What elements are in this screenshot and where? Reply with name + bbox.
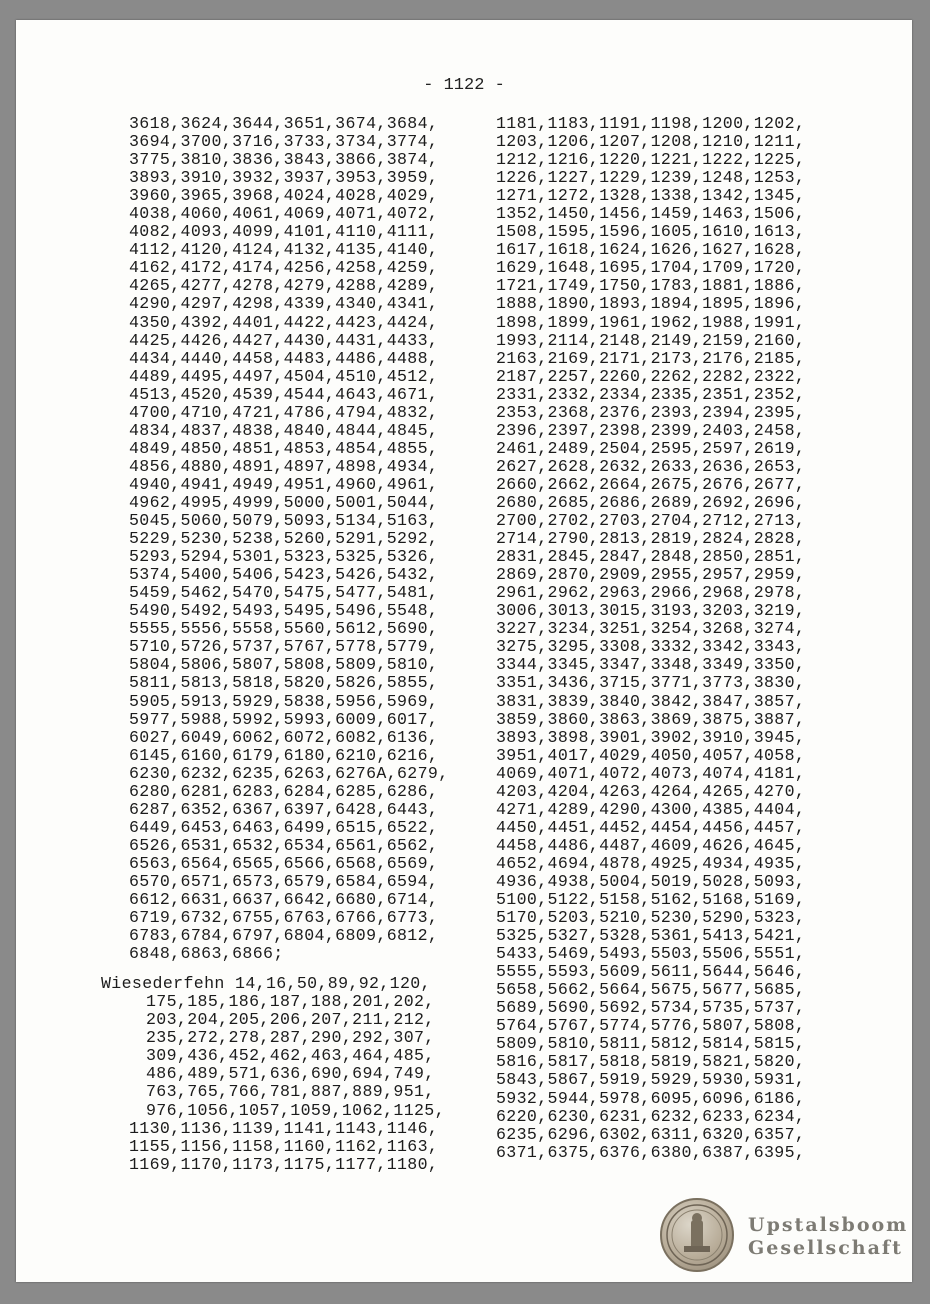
number-line: 6371,6375,6376,6380,6387,6395, bbox=[496, 1142, 806, 1162]
number-line: 6280,6281,6283,6284,6285,6286, bbox=[129, 781, 439, 801]
number-line: 5843,5867,5919,5929,5930,5931, bbox=[496, 1070, 806, 1090]
number-line: 4038,4060,4061,4069,4071,4072, bbox=[129, 204, 439, 224]
number-line: 4203,4204,4263,4264,4265,4270, bbox=[496, 781, 806, 801]
number-line: 6783,6784,6797,6804,6809,6812, bbox=[129, 926, 439, 946]
number-line: 5811,5813,5818,5820,5826,5855, bbox=[129, 673, 439, 693]
number-line: 1993,2114,2148,2149,2159,2160, bbox=[496, 330, 806, 350]
logo-line-1: Upstalsboom bbox=[748, 1214, 909, 1236]
number-line: 203,204,205,206,207,211,212, bbox=[146, 1010, 435, 1030]
number-line: 1169,1170,1173,1175,1177,1180, bbox=[129, 1154, 439, 1174]
number-line: 1352,1450,1456,1459,1463,1506, bbox=[496, 204, 806, 224]
number-line: 3227,3234,3251,3254,3268,3274, bbox=[496, 619, 806, 639]
number-line: 2331,2332,2334,2335,2351,2352, bbox=[496, 384, 806, 404]
logo-text bbox=[748, 1214, 908, 1260]
number-line: 1888,1890,1893,1894,1895,1896, bbox=[496, 294, 806, 314]
number-line: 3775,3810,3836,3843,3866,3874, bbox=[129, 150, 439, 170]
number-line: 6220,6230,6231,6232,6233,6234, bbox=[496, 1106, 806, 1126]
number-line: 3951,4017,4029,4050,4057,4058, bbox=[496, 745, 806, 765]
number-line: 1203,1206,1207,1208,1210,1211, bbox=[496, 132, 806, 152]
number-line: 5977,5988,5992,5993,6009,6017, bbox=[129, 709, 439, 729]
place-name: Wiesederfehn bbox=[101, 974, 225, 994]
number-line: 5710,5726,5737,5767,5778,5779, bbox=[129, 637, 439, 657]
number-line: 309,436,452,462,463,464,485, bbox=[146, 1046, 435, 1066]
number-line: 2961,2962,2963,2966,2968,2978, bbox=[496, 583, 806, 603]
number-line: 5905,5913,5929,5838,5956,5969, bbox=[129, 691, 439, 711]
number-line: 3344,3345,3347,3348,3349,3350, bbox=[496, 655, 806, 675]
number-line: 5293,5294,5301,5323,5325,5326, bbox=[129, 547, 439, 567]
number-line: 3859,3860,3863,3869,3875,3887, bbox=[496, 709, 806, 729]
number-line: 3694,3700,3716,3733,3734,3774, bbox=[129, 132, 439, 152]
number-line: 5764,5767,5774,5776,5807,5808, bbox=[496, 1016, 806, 1036]
number-line: 5658,5662,5664,5675,5677,5685, bbox=[496, 980, 806, 1000]
number-line: 1629,1648,1695,1704,1709,1720, bbox=[496, 258, 806, 278]
number-line: 5689,5690,5692,5734,5735,5737, bbox=[496, 998, 806, 1018]
page-number: - 1122 - bbox=[423, 76, 505, 95]
number-line: 2700,2702,2703,2704,2712,2713, bbox=[496, 511, 806, 531]
number-line: 4069,4071,4072,4073,4074,4181, bbox=[496, 763, 806, 783]
number-line: 6235,6296,6302,6311,6320,6357, bbox=[496, 1124, 806, 1144]
number-line: 4290,4297,4298,4339,4340,4341, bbox=[129, 294, 439, 314]
number-line: 4350,4392,4401,4422,4423,4424, bbox=[129, 312, 439, 332]
number-line: 3351,3436,3715,3771,3773,3830, bbox=[496, 673, 806, 693]
number-line: 4489,4495,4497,4504,4510,4512, bbox=[129, 366, 439, 386]
number-line: 2680,2685,2686,2689,2692,2696, bbox=[496, 492, 806, 512]
number-line: 175,185,186,187,188,201,202, bbox=[146, 992, 435, 1012]
number-line: 1271,1272,1328,1338,1342,1345, bbox=[496, 186, 806, 206]
number-line: 976,1056,1057,1059,1062,1125, bbox=[146, 1100, 445, 1120]
number-line: 3893,3910,3932,3937,3953,3959, bbox=[129, 168, 439, 188]
number-line: 4265,4277,4278,4279,4288,4289, bbox=[129, 276, 439, 296]
number-line: 6287,6352,6367,6397,6428,6443, bbox=[129, 799, 439, 819]
number-line: 2461,2489,2504,2595,2597,2619, bbox=[496, 438, 806, 458]
number-line: 6145,6160,6179,6180,6210,6216, bbox=[129, 745, 439, 765]
number-line: 4856,4880,4891,4897,4898,4934, bbox=[129, 456, 439, 476]
number-line: 1508,1595,1596,1605,1610,1613, bbox=[496, 222, 806, 242]
number-line: 2714,2790,2813,2819,2824,2828, bbox=[496, 529, 806, 549]
number-line: 2353,2368,2376,2393,2394,2395, bbox=[496, 402, 806, 422]
document-page bbox=[16, 20, 912, 1282]
number-line: 5804,5806,5807,5808,5809,5810, bbox=[129, 655, 439, 675]
place-first-numbers: 14,16,50,89,92,120, bbox=[235, 974, 431, 994]
number-line: 2831,2845,2847,2848,2850,2851, bbox=[496, 547, 806, 567]
number-line: 2187,2257,2260,2262,2282,2322, bbox=[496, 366, 806, 386]
number-line: 4940,4941,4949,4951,4960,4961, bbox=[129, 474, 439, 494]
number-line: 6848,6863,6866; bbox=[129, 944, 284, 964]
number-line: 5100,5122,5158,5162,5168,5169, bbox=[496, 890, 806, 910]
number-line: 1898,1899,1961,1962,1988,1991, bbox=[496, 312, 806, 332]
number-line: 6027,6049,6062,6072,6082,6136, bbox=[129, 727, 439, 747]
number-line: 1212,1216,1220,1221,1222,1225, bbox=[496, 150, 806, 170]
number-line: 5433,5469,5493,5503,5506,5551, bbox=[496, 944, 806, 964]
number-line: 763,765,766,781,887,889,951, bbox=[146, 1082, 435, 1102]
number-line: 6526,6531,6532,6534,6561,6562, bbox=[129, 835, 439, 855]
number-line: 1721,1749,1750,1783,1881,1886, bbox=[496, 276, 806, 296]
number-line: 5555,5556,5558,5560,5612,5690, bbox=[129, 619, 439, 639]
number-line: 1181,1183,1191,1198,1200,1202, bbox=[496, 114, 806, 133]
number-line: 2396,2397,2398,2399,2403,2458, bbox=[496, 420, 806, 440]
number-line: 5809,5810,5811,5812,5814,5815, bbox=[496, 1034, 806, 1054]
number-line: 4162,4172,4174,4256,4258,4259, bbox=[129, 258, 439, 278]
number-line: 4434,4440,4458,4483,4486,4488, bbox=[129, 348, 439, 368]
number-line: 4849,4850,4851,4853,4854,4855, bbox=[129, 438, 439, 458]
number-line: 4112,4120,4124,4132,4135,4140, bbox=[129, 240, 439, 260]
upstalsboom-logo bbox=[660, 1198, 910, 1274]
number-line: 5374,5400,5406,5423,5426,5432, bbox=[129, 565, 439, 585]
number-line: 4936,4938,5004,5019,5028,5093, bbox=[496, 871, 806, 891]
number-line: 5170,5203,5210,5230,5290,5323, bbox=[496, 908, 806, 928]
number-line: 3275,3295,3308,3332,3342,3343, bbox=[496, 637, 806, 657]
number-line: 1130,1136,1139,1141,1143,1146, bbox=[129, 1118, 439, 1138]
number-line: 3006,3013,3015,3193,3203,3219, bbox=[496, 601, 806, 621]
number-line: 235,272,278,287,290,292,307, bbox=[146, 1028, 435, 1048]
number-line: 4834,4837,4838,4840,4844,4845, bbox=[129, 420, 439, 440]
place-entry-header bbox=[101, 974, 449, 994]
number-line: 1155,1156,1158,1160,1162,1163, bbox=[129, 1136, 439, 1156]
number-line: 3831,3839,3840,3842,3847,3857, bbox=[496, 691, 806, 711]
number-line: 5045,5060,5079,5093,5134,5163, bbox=[129, 511, 439, 531]
number-line: 4082,4093,4099,4101,4110,4111, bbox=[129, 222, 439, 242]
number-line: 3960,3965,3968,4024,4028,4029, bbox=[129, 186, 439, 206]
left-column bbox=[101, 114, 449, 1174]
number-line: 486,489,571,636,690,694,749, bbox=[146, 1064, 435, 1084]
place-separator bbox=[225, 974, 235, 993]
number-line: 5229,5230,5238,5260,5291,5292, bbox=[129, 529, 439, 549]
number-line: 5816,5817,5818,5819,5821,5820, bbox=[496, 1052, 806, 1072]
number-line: 4513,4520,4539,4544,4643,4671, bbox=[129, 384, 439, 404]
number-line: 4450,4451,4452,4454,4456,4457, bbox=[496, 817, 806, 837]
number-line: 2627,2628,2632,2633,2636,2653, bbox=[496, 456, 806, 476]
number-line: 5459,5462,5470,5475,5477,5481, bbox=[129, 583, 439, 603]
number-line: 4962,4995,4999,5000,5001,5044, bbox=[129, 492, 439, 512]
number-line: 6719,6732,6755,6763,6766,6773, bbox=[129, 908, 439, 928]
number-line: 6563,6564,6565,6566,6568,6569, bbox=[129, 853, 439, 873]
number-line: 5325,5327,5328,5361,5413,5421, bbox=[496, 926, 806, 946]
number-line: 5555,5593,5609,5611,5644,5646, bbox=[496, 962, 806, 982]
number-line: 3618,3624,3644,3651,3674,3684, bbox=[129, 114, 439, 133]
number-line: 4700,4710,4721,4786,4794,4832, bbox=[129, 402, 439, 422]
number-line: 1226,1227,1229,1239,1248,1253, bbox=[496, 168, 806, 188]
number-line: 6449,6453,6463,6499,6515,6522, bbox=[129, 817, 439, 837]
number-line: 5932,5944,5978,6095,6096,6186, bbox=[496, 1088, 806, 1108]
number-line: 6612,6631,6637,6642,6680,6714, bbox=[129, 890, 439, 910]
number-line: 4652,4694,4878,4925,4934,4935, bbox=[496, 853, 806, 873]
logo-line-2: Gesellschaft bbox=[748, 1237, 903, 1259]
number-line: 6570,6571,6573,6579,6584,6594, bbox=[129, 871, 439, 891]
number-line: 4271,4289,4290,4300,4385,4404, bbox=[496, 799, 806, 819]
number-line: 6230,6232,6235,6263,6276A,6279, bbox=[129, 763, 449, 783]
right-column bbox=[496, 115, 805, 1162]
number-line: 4458,4486,4487,4609,4626,4645, bbox=[496, 835, 806, 855]
number-line: 3893,3898,3901,3902,3910,3945, bbox=[496, 727, 806, 747]
number-line: 2163,2169,2171,2173,2176,2185, bbox=[496, 348, 806, 368]
number-line: 2660,2662,2664,2675,2676,2677, bbox=[496, 474, 806, 494]
seal-icon bbox=[660, 1198, 734, 1272]
number-line: 4425,4426,4427,4430,4431,4433, bbox=[129, 330, 439, 350]
number-line: 5490,5492,5493,5495,5496,5548, bbox=[129, 601, 439, 621]
number-line: 2869,2870,2909,2955,2957,2959, bbox=[496, 565, 806, 585]
number-line: 1617,1618,1624,1626,1627,1628, bbox=[496, 240, 806, 260]
